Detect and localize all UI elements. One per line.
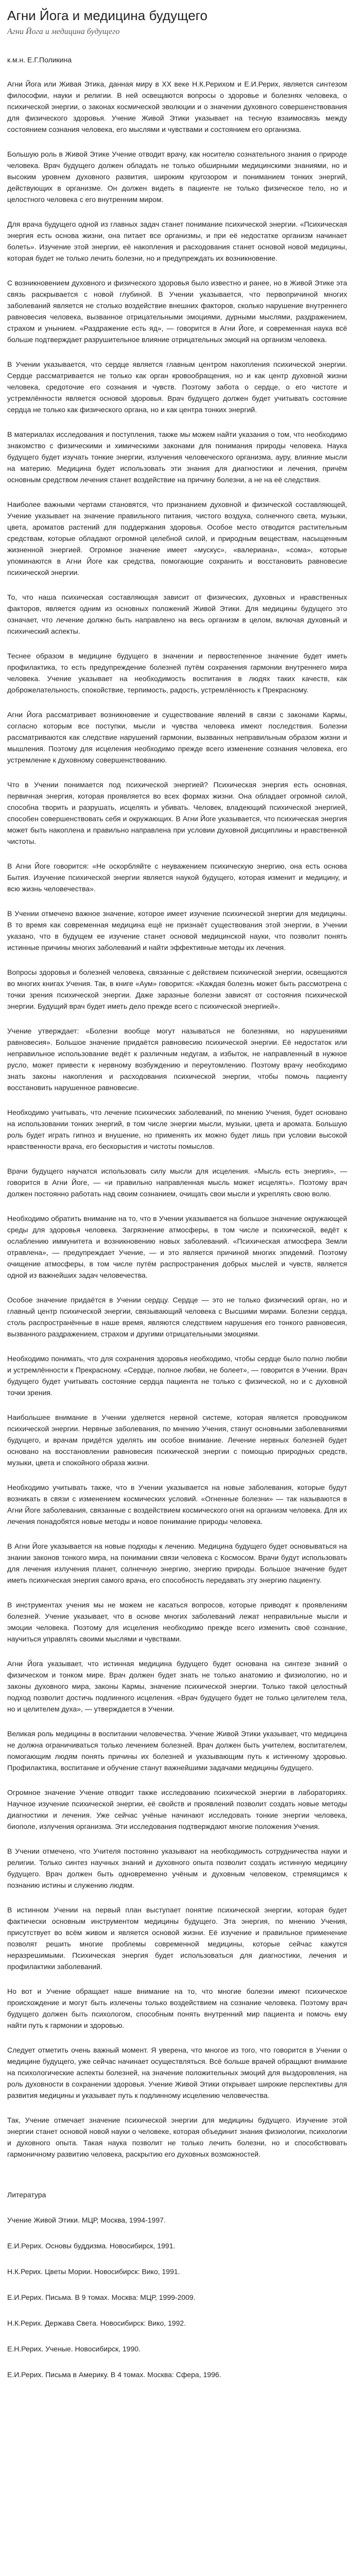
paragraph: Необходимо обратить внимание на то, что в Учении указывается на большое значение окружающей среды для здоровья человека. Загрязнение атмосферы, в том числе и психической, ведёт к ослаблению иммунитета и возникновению новых заболеваний. «Психическая атмосфера Земли отравлена», — предупреждает Учение, — и это является причиной многих эпидемий. Поэтому очищение атмосферы, в том числе путём распространения добрых мыслей и чувств, является одной из важнейших задач человечества. xyxy=(7,1214,347,1279)
paragraph: В Агни Йоге указывается на новые подходы к лечению. Медицина будущего будет основываться на знании законов тонкого мира, на понимании связи человека с Космосом. Врачи будут использовать для лечения излучения планет, солнечную энергию, энергию природы. Большое значение будет иметь психическая энергия самого врача, его способность передавать эту энергию пациенту. xyxy=(7,1542,347,1584)
paragraph: Что в Учении понимается под психической энергией? Психическая энергия есть основная, первичная энергия, которая проявляется во всех формах жизни. Она обладает огромной силой, способна творить и разрушать, исцелять и убивать. Человек, владеющий психической энергией, способен совершенствовать себя и окружающих. В Агни Йоге указывается, что психическая энергия может быть накоплена и правильно направлена при условии духовной дисциплины и нравственной чистоты. xyxy=(7,781,347,845)
paragraph: Наиболее важными чертами становятся, что признанием духовной и физической составляющей, Учение указывает на значение правильного питания, чистого воздуха, солнечного света, музыки, цвета, ароматов растений для поддержания здоровья. Особое место отводится растительным средствам, которые обладают огромной целебной силой, и природным веществам, насыщенным жизненной энергией. Огромное значение имеет «мускус», «валериана», «сома», которые упоминаются в Агни Йоге как средства, помогающие сохранить и восстановить равновесие психической энергии. xyxy=(7,500,347,577)
paragraph: Необходимо учитывать, что лечение психических заболеваний, по мнению Учения, будет основано на использовании тонких энергий, в том числе энергии мысли, музыки, цвета и аромата. Большую роль будет играть гипноз и внушение, но применять их можно будет лишь при условии высокой нравственности врача, его бескорыстия и чистоты помыслов. xyxy=(7,1108,347,1150)
paragraph: В Учении указывается, что сердце является главным центром накопления психической энергии. Сердце рассматривается не только как орган кровообращения, но и как центр духовной жизни человека, средоточие его сознания и чувств. Поэтому забота о сердце, о его чистоте и устремлённости является основой здоровья. Врач будущего должен будет учитывать состояние сердца не только как физического органа, но и как центра тонких энергий. xyxy=(7,360,347,414)
paragraph: Агни Йога указывает, что истинная медицина будущего будет основана на синтезе знаний о физическом и тонком мире. Врач должен будет знать не только анатомию и физиологию, но и законы духовного мира, законы Кармы, значение психической энергии. Только такой целостный подход позволит достичь подлинного исцеления. «Врач будущего будет не только целителем тела, но и целителем духа», — утверждается в Учении. xyxy=(7,1659,347,1713)
author-line: к.м.н. Е.Г.Поликина xyxy=(7,56,72,64)
paragraph: Вопросы здоровья и болезней человека, связанные с действием психической энергии, освещаются во многих книгах Учения. Так, в книге «Аум» говорится: «Каждая болезнь может быть рассмотрена с точки зрения психической энергии. Даже заразные болезни зависят от состояния психической энергии. Будущий врач будет иметь дело прежде всего с психической энергией». xyxy=(7,968,347,1010)
paragraph: Необходимо понимать, что для сохранения здоровья необходимо, чтобы сердце было полно любви и устремлённости к Прекрасному. «Сердце, полное любви, не болеет», — говорится в Учении. Врач будущего будет учитывать состояние сердца пациента не только с физической, но и с духовной точки зрения. xyxy=(7,1354,347,1397)
paragraph: Необходимо учитывать также, что в Учении указывается на новые заболевания, которые будут возникать в связи с изменением космических условий. «Огненные болезни» — так называются в Агни Йоге заболевания, связанные с воздействием космического огня на организм человека. Для их лечения понадобятся новые методы и новое понимание природы человека. xyxy=(7,1483,347,1526)
reference-item: Е.И.Рерих. Основы буддизма. Новосибирск, 1991. xyxy=(7,2242,176,2250)
paragraph: В Агни Йоге говорится: «Не оскорбляйте с неуважением психическую энергию, она есть основа Бытия. Изучение психической энергии является наукой будущего, которая изменит и медицину, и всю жизнь человечества». xyxy=(7,862,347,893)
paragraph: В материалах исследования и поступления, также мы можем найти указания о том, что необходимо знакомство с физическими и химическими законами для понимания природы человека. Наука будущего будет изучать тонкие энергии, излучения человеческого организма, ауру, влияние мысли на материю. Медицина будет использовать эти знания для диагностики и лечения, причём основным средством лечения станет воздействие на причину болезни, а не на её следствия. xyxy=(7,430,347,484)
article-subtitle: Агни Йога и медицина будущего xyxy=(7,27,120,36)
references-section xyxy=(7,2191,347,2380)
article-title: Агни Йога и медицина будущего xyxy=(7,8,208,23)
paragraph: В Учении отмечено важное значение, которое имеет изучение психической энергии для медицины. В то время как современная медицина ещё не признаёт существования этой энергии, в Учении указано, что в будущем ее изучение станет основой медицинской науки, что позволит понять истинные причины многих заболеваний и найти эффективные методы их лечения. xyxy=(7,909,347,952)
paragraph: Огромное значение Учение отводит также исследованию психической энергии в лабораториях. Научное изучение психической энергии, её свойств и проявлений позволит создать новые методы диагностики и лечения. Уже сейчас учёные начинают исследовать тонкие энергии человека, биополе, излучения организма. Эти исследования подтверждают многие положения Учения. xyxy=(7,1788,347,1831)
paragraph: Для врача будущего одной из главных задач станет понимание психической энергии. «Психическая энергия есть основа жизни, она питает все организмы, и при её недостатке организм начинает болеть». Изучение этой энергии, её накопления и расходования станет основой новой медицины, которая будет не только лечить болезни, но и предупреждать их возникновение. xyxy=(7,220,347,262)
paragraph: Врачи будущего научатся использовать силу мысли для исцеления. «Мысль есть энергия», — говорится в Агни Йоге, — «и правильно направленная мысль может исцелять». Поэтому врач должен постоянно работать над своим сознанием, очищать свои мысли и укреплять свою волю. xyxy=(7,1167,347,1198)
paragraph: В истинном Учении на первый план выступает понятие психической энергии, которая будет фактически основным инструментом медицины будущего. Эта энергия, по мнению Учения, присутствует во всём живом и является основой жизни. Её изучение и правильное применение позволят решить многие проблемы современной медицины, которые сейчас кажутся неразрешимыми. Психическая энергия будет использоваться для диагностики, лечения и профилактики заболеваний. xyxy=(7,1906,347,1971)
paragraph: В Учении отмечено, что Учителя постоянно указывают на необходимость сотрудничества науки и религии. Только синтез научных знаний и духовного опыта позволит создать истинную медицину будущего. Врач должен быть одновременно учёным и духовным человеком, стремящимся к познанию истины и служению людям. xyxy=(7,1847,347,1889)
paragraph: Следует отметить очень важный момент. Я уверена, что многое из того, что говорится в Учении о медицине будущего, уже сейчас начинает осуществляться. Всё больше врачей обращают внимание на психологические аспекты болезней, на значение положительных эмоций для выздоровления, на роль духовности в сохранении здоровья. Учение Живой Этики открывает широкие перспективы для развития медицины и указывает путь к подлинному исцелению человечества. xyxy=(7,2046,347,2099)
article xyxy=(7,7,347,2395)
paragraph: Учение утверждает: «Болезни вообще могут называться не болезнями, но нарушениями равновесия». Большое значение придаётся равновесию психической энергии. Её недостаток или неправильное использование ведёт к различным недугам, а избыток, не направленный в нужное русло, может привести к нервному возбуждению и переутомлению. Поэтому врачу необходимо знать законы накопления и расходования психической энергии, чтобы помочь пациенту восстановить нарушенное равновесие. xyxy=(7,1027,347,1092)
reference-item: Е.И.Рерих. Письма в Америку. В 4 томах. Москва: Сфера, 1996. xyxy=(7,2370,221,2379)
paragraph: Особое значение придаётся в Учении сердцу. Сердце — это не только физический орган, но и главный центр психической энергии, связывающий человека с Высшими мирами. Болезни сердца, столь распространённые в наше время, являются следствием нарушения его тонкого равновесия, вызванного раздражением, страхом и другими отрицательными эмоциями. xyxy=(7,1296,347,1338)
reference-item: Н.К.Рерих. Цветы Мории. Новосибирск: Вико, 1991. xyxy=(7,2267,180,2276)
paragraph: Так, Учение отмечает значение психической энергии для медицины будущего. Изучение этой энергии станет основой новой науки о человеке, которая объединит знания физиологии, психологии и духовного опыта. Такая наука позволит не только лечить болезни, но и способствовать гармоничному развитию человека, раскрытию его духовных возможностей. xyxy=(7,2116,347,2158)
paragraph: В инструментах учения мы не можем не касаться вопросов, которые приводят к проявлениям болезней. Учение указывает, что в основе многих заболеваний лежат неправильные мысли и эмоции человека. Поэтому для исцеления необходимо прежде всего изменить своё сознание, научиться управлять своими мыслями и чувствами. xyxy=(7,1601,347,1643)
paragraph: Великая роль медицины в воспитании человечества. Учение Живой Этики указывает, что медицина не должна ограничиваться только лечением болезней. Врач должен быть учителем, воспитателем, помогающим людям понять причины их болезней и указывающим путь к истинному здоровью. Профилактика, воспитание и обучение станут важнейшими задачами медицины будущего. xyxy=(7,1730,347,1772)
reference-item: Учение Живой Этики. МЦР, Москва, 1994-1997. xyxy=(7,2216,166,2224)
paragraph: Теснее образом в медицине будущего в значении и первостепенное значение будет иметь профилактика, то есть предупреждение болезней путём сохранения гармонии внутреннего мира человека. Учение указывает на необходимость воспитания в людях таких качеств, как доброжелательность, спокойствие, терпимость, радость, устремлённость к Прекрасному. xyxy=(7,652,347,694)
references-heading: Литература xyxy=(7,2191,46,2199)
paragraph: С возникновением духовного и физического здоровья было известно и ранее, но в Живой Этике эта связь раскрывается с новой глубиной. В Учении указывается, что первопричиной многих заболеваний является не столько воздействие внешних факторов, сколько нарушение внутреннего равновесия человека, вызванное отрицательными эмоциями, дурными мыслями, раздражением, страхом и унынием. «Раздражение есть яд», — говорится в Агни Йоге, и современная наука всё больше подтверждает разрушительное влияние отрицательных эмоций на организм человека. xyxy=(7,279,347,344)
paragraph: Агни Йога или Живая Этика, данная миру в ХХ веке Н.К.Рерихом и Е.И.Рерих, является синтезом философии, науки и религии. В ней освещаются вопросы о здоровье и болезнях человека, о психической энергии, о законах космической эволюции и о значении духовного совершенствования для физического здоровья. Учение Живой Этики указывает на тесную взаимосвязь между состоянием сознания человека, его мыслями и чувствами и состоянием его организма. xyxy=(7,80,347,133)
paragraph: То, что наша психическая составляющая зависит от физических, духовных и нравственных факторов, является одним из основных положений Живой Этики. Для медицины будущего это означает, что лечение должно быть направлено на весь организм в целом, включая духовный и психический аспекты. xyxy=(7,593,347,635)
reference-item: Н.К.Рерих. Держава Света. Новосибирск: Вико, 1992. xyxy=(7,2319,186,2327)
paragraph: Большую роль в Живой Этике Учение отводит врачу, как носителю сознательного знания о природе человека. Врач будущего должен обладать не только обширными медицинскими знаниями, но и высоким уровнем духовного развития, широким кругозором и пониманием тонких энергий, действующих в организме. Он должен видеть в пациенте не только физическое тело, но и целостного человека с его внутренним миром. xyxy=(7,150,347,204)
article-body xyxy=(7,78,347,2160)
paragraph: Но вот и Учение обращает наше внимание на то, что многие болезни имеют психическое происхождение и могут быть излечены только воздействием на сознание человека. Поэтому врач будущего должен быть психологом, способным понять внутренний мир пациента и помочь ему найти путь к гармонии и здоровью. xyxy=(7,1987,347,2029)
reference-item: Е.И.Рерих. Письма. В 9 томах. Москва: МЦР, 1999-2009. xyxy=(7,2293,196,2301)
reference-item: Е.Н.Рерих. Ученые. Новосибирск, 1990. xyxy=(7,2345,141,2353)
paragraph: Агни Йога рассматривает возникновение и существование явлений в связи с законами Кармы, согласно которым все поступки, мысли и чувства человека имеют последствия. Болезни рассматриваются как следствие нарушений гармонии, вызванных неправильным образом жизни и мышления. Поэтому для исцеления необходимо прежде всего изменение сознания человека, его устремление к духовному совершенствованию. xyxy=(7,710,347,764)
paragraph: Наибольшее внимание в Учении уделяется нервной системе, которая является проводником психической энергии. Нервные заболевания, по мнению Учения, станут основными заболеваниями будущего, и врачам придётся уделять им особое внимание. Лечение нервных болезней будет основано на восстановлении равновесия психической энергии с помощью природных средств, музыки, цвета и спокойного образа жизни. xyxy=(7,1413,347,1467)
